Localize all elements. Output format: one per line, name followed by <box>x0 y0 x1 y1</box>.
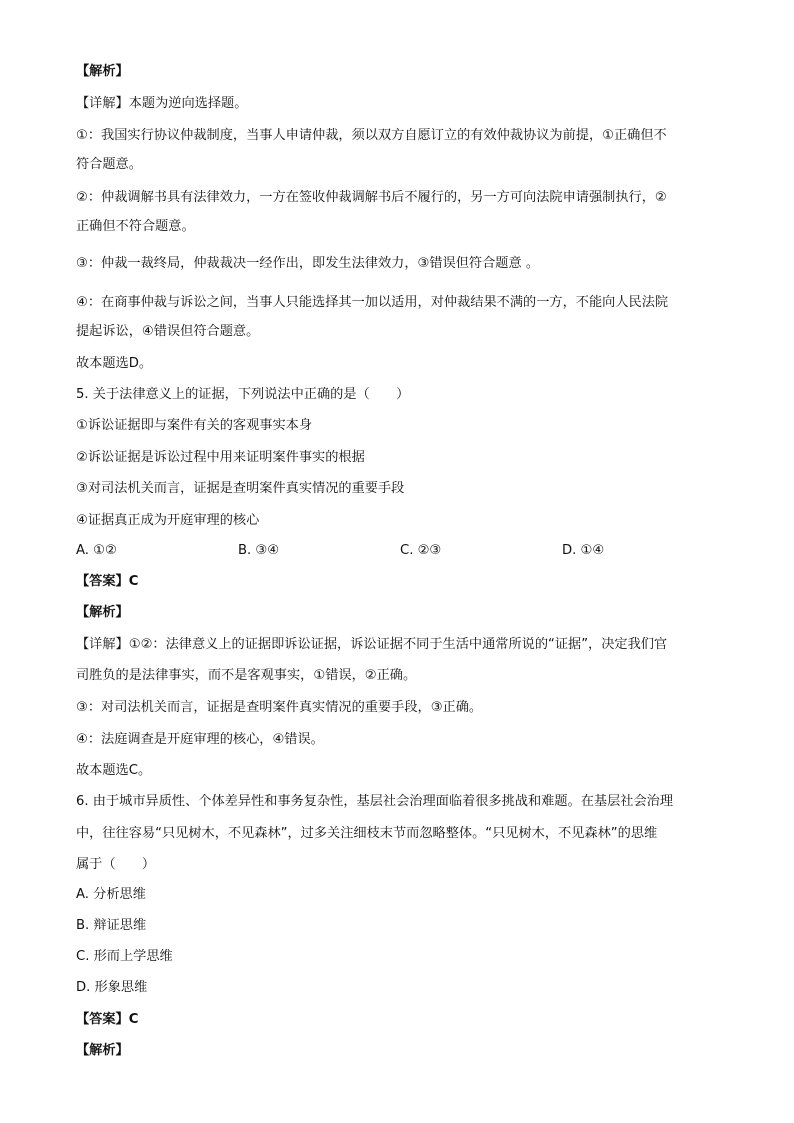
question-5-item: ②诉讼证据是诉讼过程中用来证明案件事实的根据 <box>76 450 365 465</box>
analysis-heading: 【解析】 <box>76 1043 129 1058</box>
question-6-option-a: A. 分析思维 <box>76 887 146 902</box>
question-5-item: ④证据真正成为开庭审理的核心 <box>76 513 260 528</box>
explanation-line: ③：对司法机关而言，证据是查明案件真实情况的重要手段，③正确。 <box>76 700 483 715</box>
conclusion-line: 故本题选C。 <box>76 763 152 778</box>
question-6-option-c: C. 形而上学思维 <box>76 949 173 964</box>
explanation-line: ②：仲裁调解书具有法律效力，一方在签收仲裁调解书后不履行的，另一方可向法院申请强制执行，② <box>76 190 667 205</box>
explanation-line: 【详解】①②：法律意义上的证据即诉讼证据，诉讼证据不同于生活中通常所说的“证据”，决定我们官 <box>76 637 668 652</box>
conclusion-line: 故本题选D。 <box>76 356 153 371</box>
explanation-line: ①：我国实行协议仲裁制度，当事人申请仲裁，须以双方自愿订立的有效仲裁协议为前提，①正确但不 <box>76 128 667 143</box>
question-5-option-a: A. ①② <box>76 543 117 558</box>
question-6-option-d: D. 形象思维 <box>76 980 148 995</box>
explanation-line: ④：法庭调查是开庭审理的核心，④错误。 <box>76 732 324 747</box>
question-5-stem: 5. 关于法律意义上的证据，下列说法中正确的是（ ） <box>76 387 410 402</box>
question-6-option-b: B. 辩证思维 <box>76 918 147 933</box>
explanation-line: 司胜负的是法律事实，而不是客观事实，①错误，②正确。 <box>76 668 417 683</box>
question-5-option-c: C. ②③ <box>400 543 442 558</box>
explanation-line: ③：仲裁一裁终局，仲裁裁决一经作出，即发生法律效力，③错误但符合题意 。 <box>76 256 540 271</box>
question-6-stem: 6. 由于城市异质性、个体差异性和事务复杂性，基层社会治理面临着很多挑战和难题。在基层社会治理 <box>76 794 674 809</box>
analysis-heading: 【解析】 <box>76 64 129 79</box>
question-5-item: ①诉讼证据即与案件有关的客观事实本身 <box>76 418 313 433</box>
explanation-line: 正确但不符合题意。 <box>76 219 195 234</box>
question-6-stem: 属于（ ） <box>76 857 156 872</box>
answer-heading: 【答案】C <box>76 574 139 589</box>
question-5-option-d: D. ①④ <box>562 543 605 558</box>
question-5-option-b: B. ③④ <box>238 543 280 558</box>
question-6-stem: 中，往往容易“只见树木，不见森林”，过多关注细枝末节而忽略整体。“只见树木，不见森林”的思维 <box>76 826 658 841</box>
answer-heading: 【答案】C <box>76 1012 139 1027</box>
explanation-line: ④：在商事仲裁与诉讼之间，当事人只能选择其一加以适用，对仲裁结果不满的一方，不能向人民法院 <box>76 295 669 310</box>
question-5-item: ③对司法机关而言，证据是查明案件真实情况的重要手段 <box>76 481 405 496</box>
explanation-line: 提起诉讼，④错误但符合题意。 <box>76 324 260 339</box>
explanation-line: 符合题意。 <box>76 157 142 172</box>
detail-line: 【详解】本题为逆向选择题。 <box>76 96 248 111</box>
analysis-heading: 【解析】 <box>76 605 129 620</box>
